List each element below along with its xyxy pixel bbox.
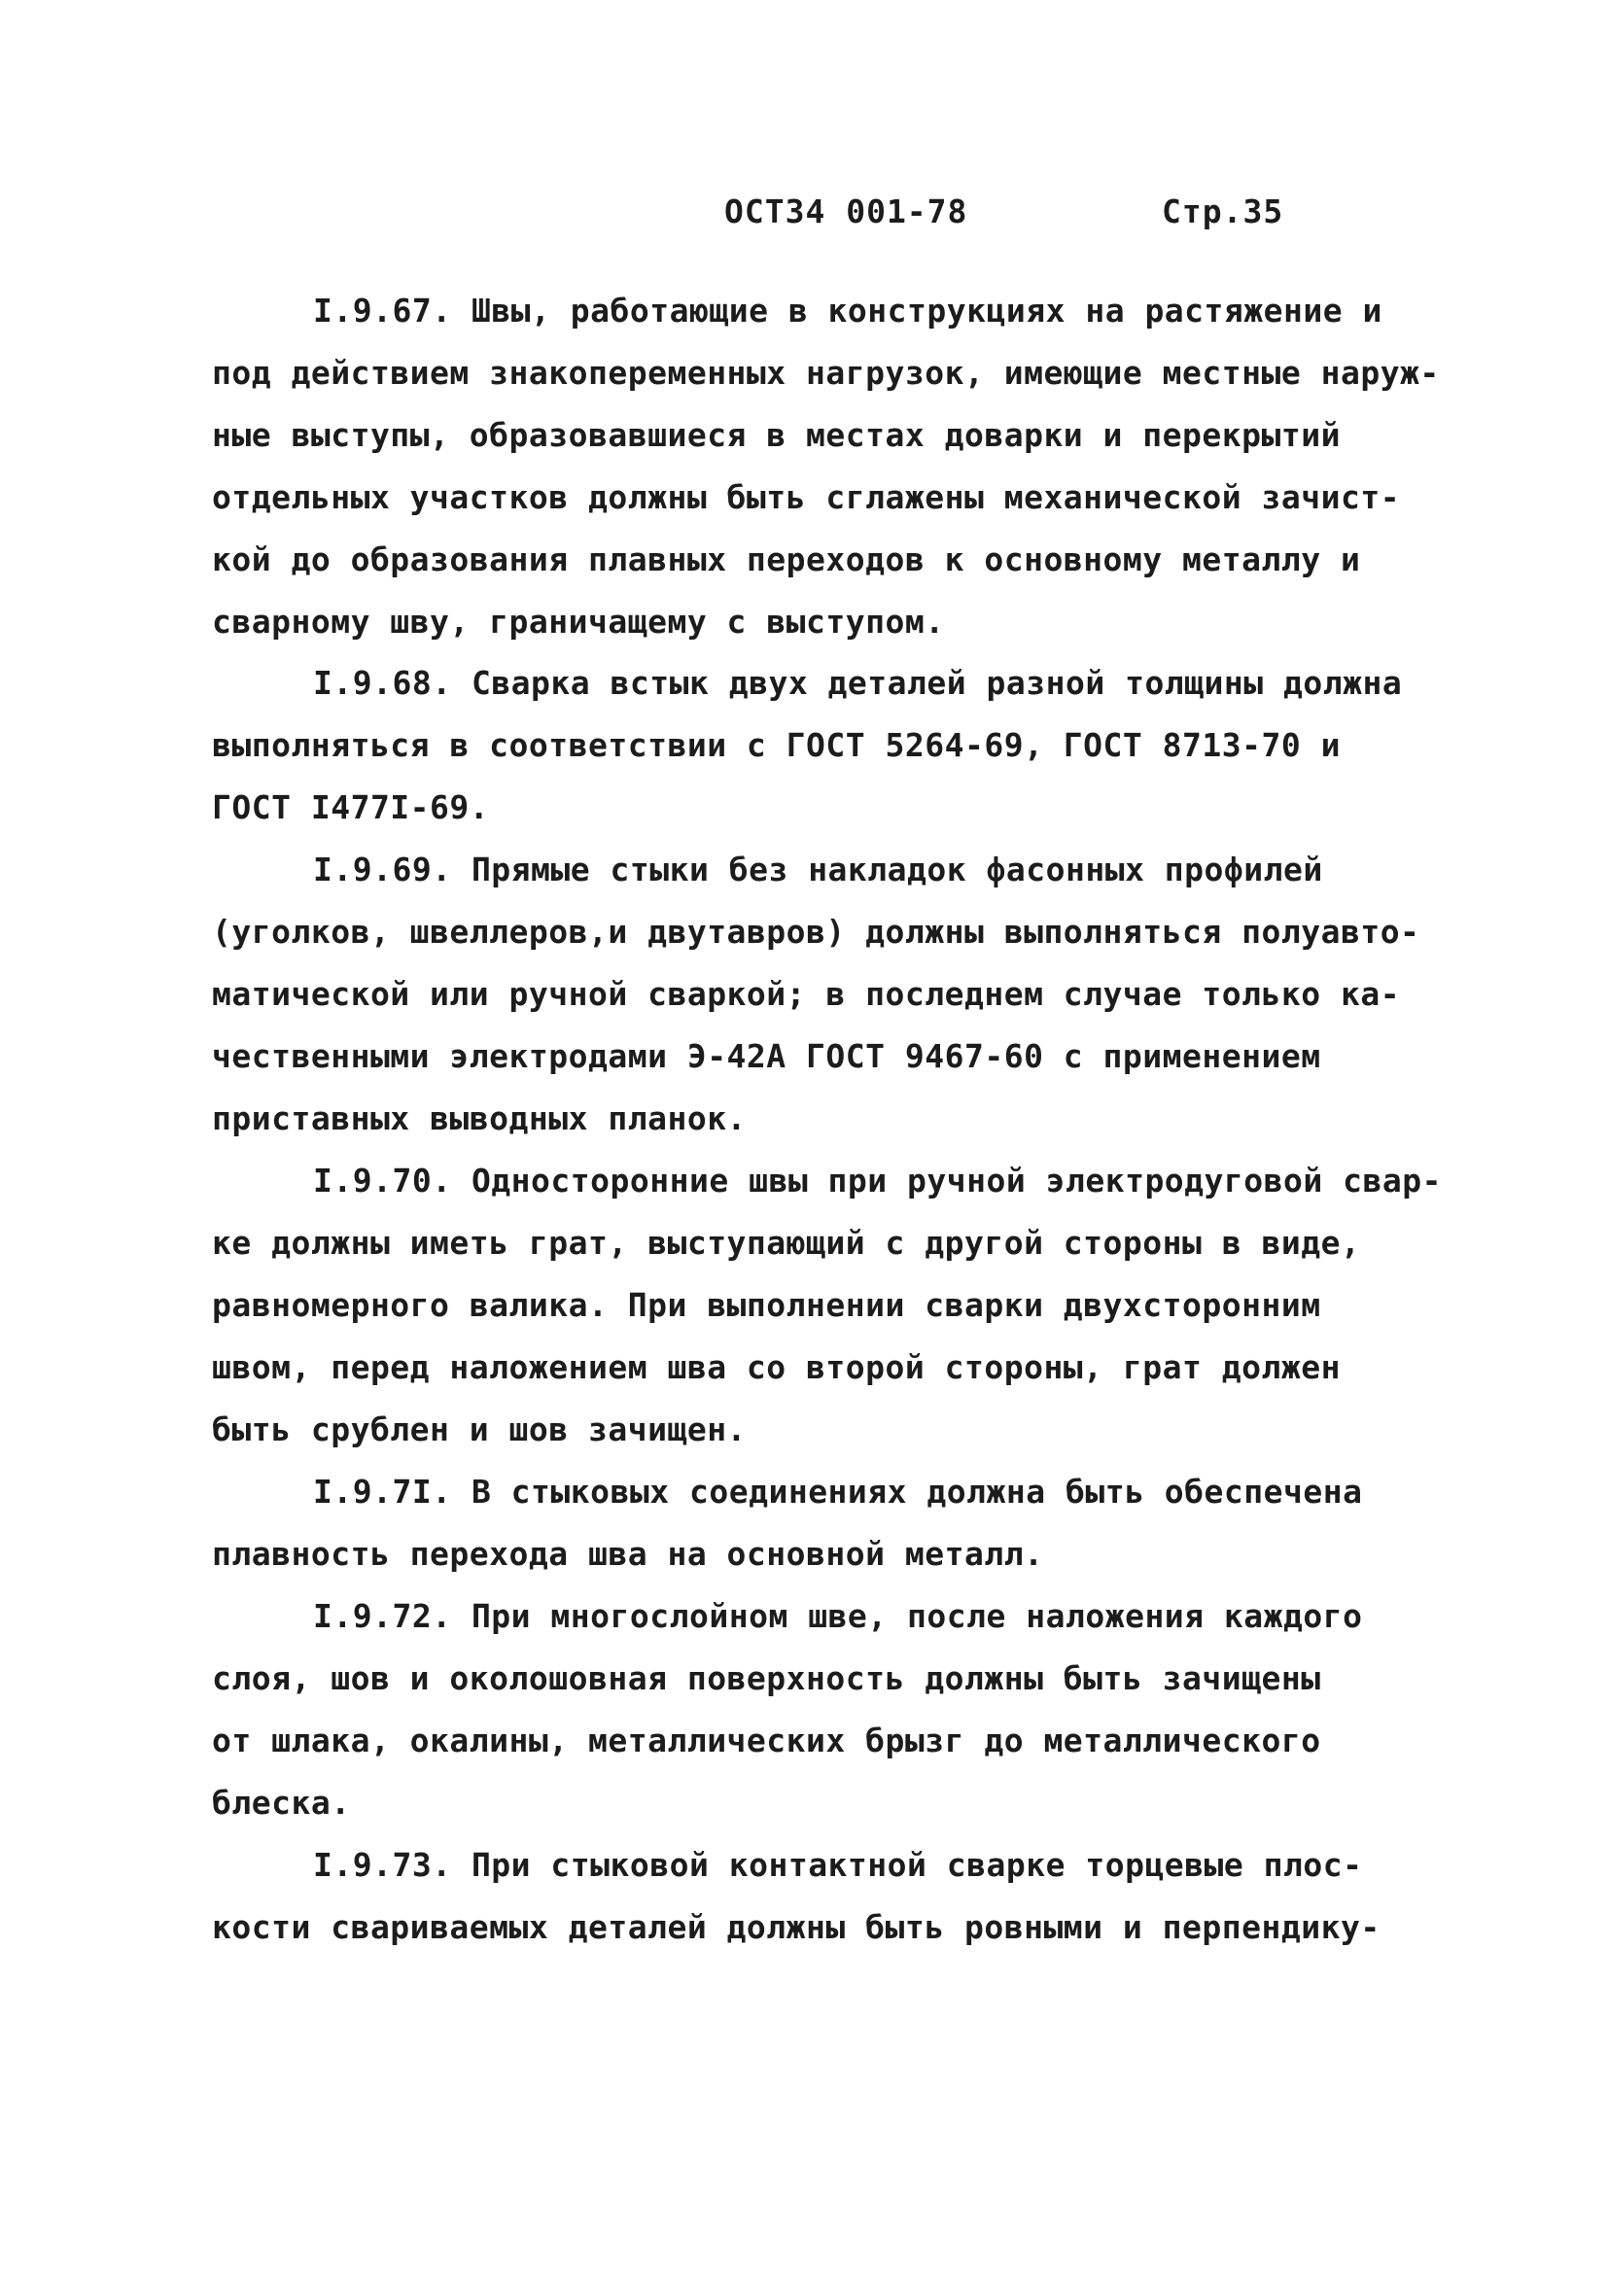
text-line: под действием знакопеременных нагрузок, имеющие местные наруж- [212, 354, 1440, 392]
text-line: I.9.72. При многослойном шве, после наложения каждого [313, 1597, 1363, 1635]
text-line: ные выступы, образовавшиеся в местах доварки и перекрытий [212, 416, 1341, 454]
page-number: Стр.35 [1162, 192, 1284, 230]
text-line: I.9.7I. В стыковых соединениях должна быть обеспечена [313, 1473, 1363, 1511]
text-line: ГОСТ I477I-69. [212, 788, 490, 826]
text-line: чественными электродами Э-42А ГОСТ 9467-60 с применением [212, 1037, 1321, 1075]
text-line: блеска. [212, 1784, 351, 1822]
text-line: I.9.73. При стыковой контактной сварке торцевые плос- [313, 1846, 1363, 1884]
text-line: I.9.69. Прямые стыки без накладок фасонных профилей [313, 851, 1323, 888]
text-line: матической или ручной сваркой; в последнем случае только ка- [212, 975, 1401, 1013]
text-line: кости свариваемых деталей должны быть ровными и перпендику- [212, 1908, 1381, 1946]
text-line: сварному шву, граничащему с выступом. [212, 603, 945, 641]
text-line: (уголков, швеллеров,и двутавров) должны выполняться полуавто- [212, 913, 1420, 951]
text-line: выполняться в соответствии с ГОСТ 5264-69, ГОСТ 8713-70 и [212, 726, 1341, 764]
document-header-id: ОСТ34 001-78 [724, 192, 968, 230]
text-line: I.9.68. Сварка встык двух деталей разной толщины должна [313, 664, 1403, 702]
text-line: ке должны иметь грат, выступающий с другой стороны в виде, [212, 1224, 1361, 1262]
text-line: приставных выводных планок. [212, 1099, 747, 1137]
text-line: плавность перехода шва на основной металл. [212, 1535, 1044, 1573]
text-line: быть срублен и шов зачищен. [212, 1410, 747, 1448]
text-line: от шлака, окалины, металлических брызг до металлического [212, 1722, 1321, 1759]
text-line: I.9.70. Односторонние швы при ручной электродуговой свар- [313, 1162, 1442, 1200]
text-line: равномерного валика. При выполнении сварки двухсторонним [212, 1286, 1321, 1324]
text-line: отдельных участков должны быть сглажены механической зачист- [212, 478, 1401, 516]
text-line: кой до образования плавных переходов к основному металлу и [212, 540, 1361, 578]
text-line: I.9.67. Швы, работающие в конструкциях на растяжение и [313, 292, 1382, 330]
text-line: слоя, шов и околошовная поверхность должны быть зачищены [212, 1659, 1321, 1697]
text-line: швом, перед наложением шва со второй стороны, грат должен [212, 1348, 1341, 1386]
